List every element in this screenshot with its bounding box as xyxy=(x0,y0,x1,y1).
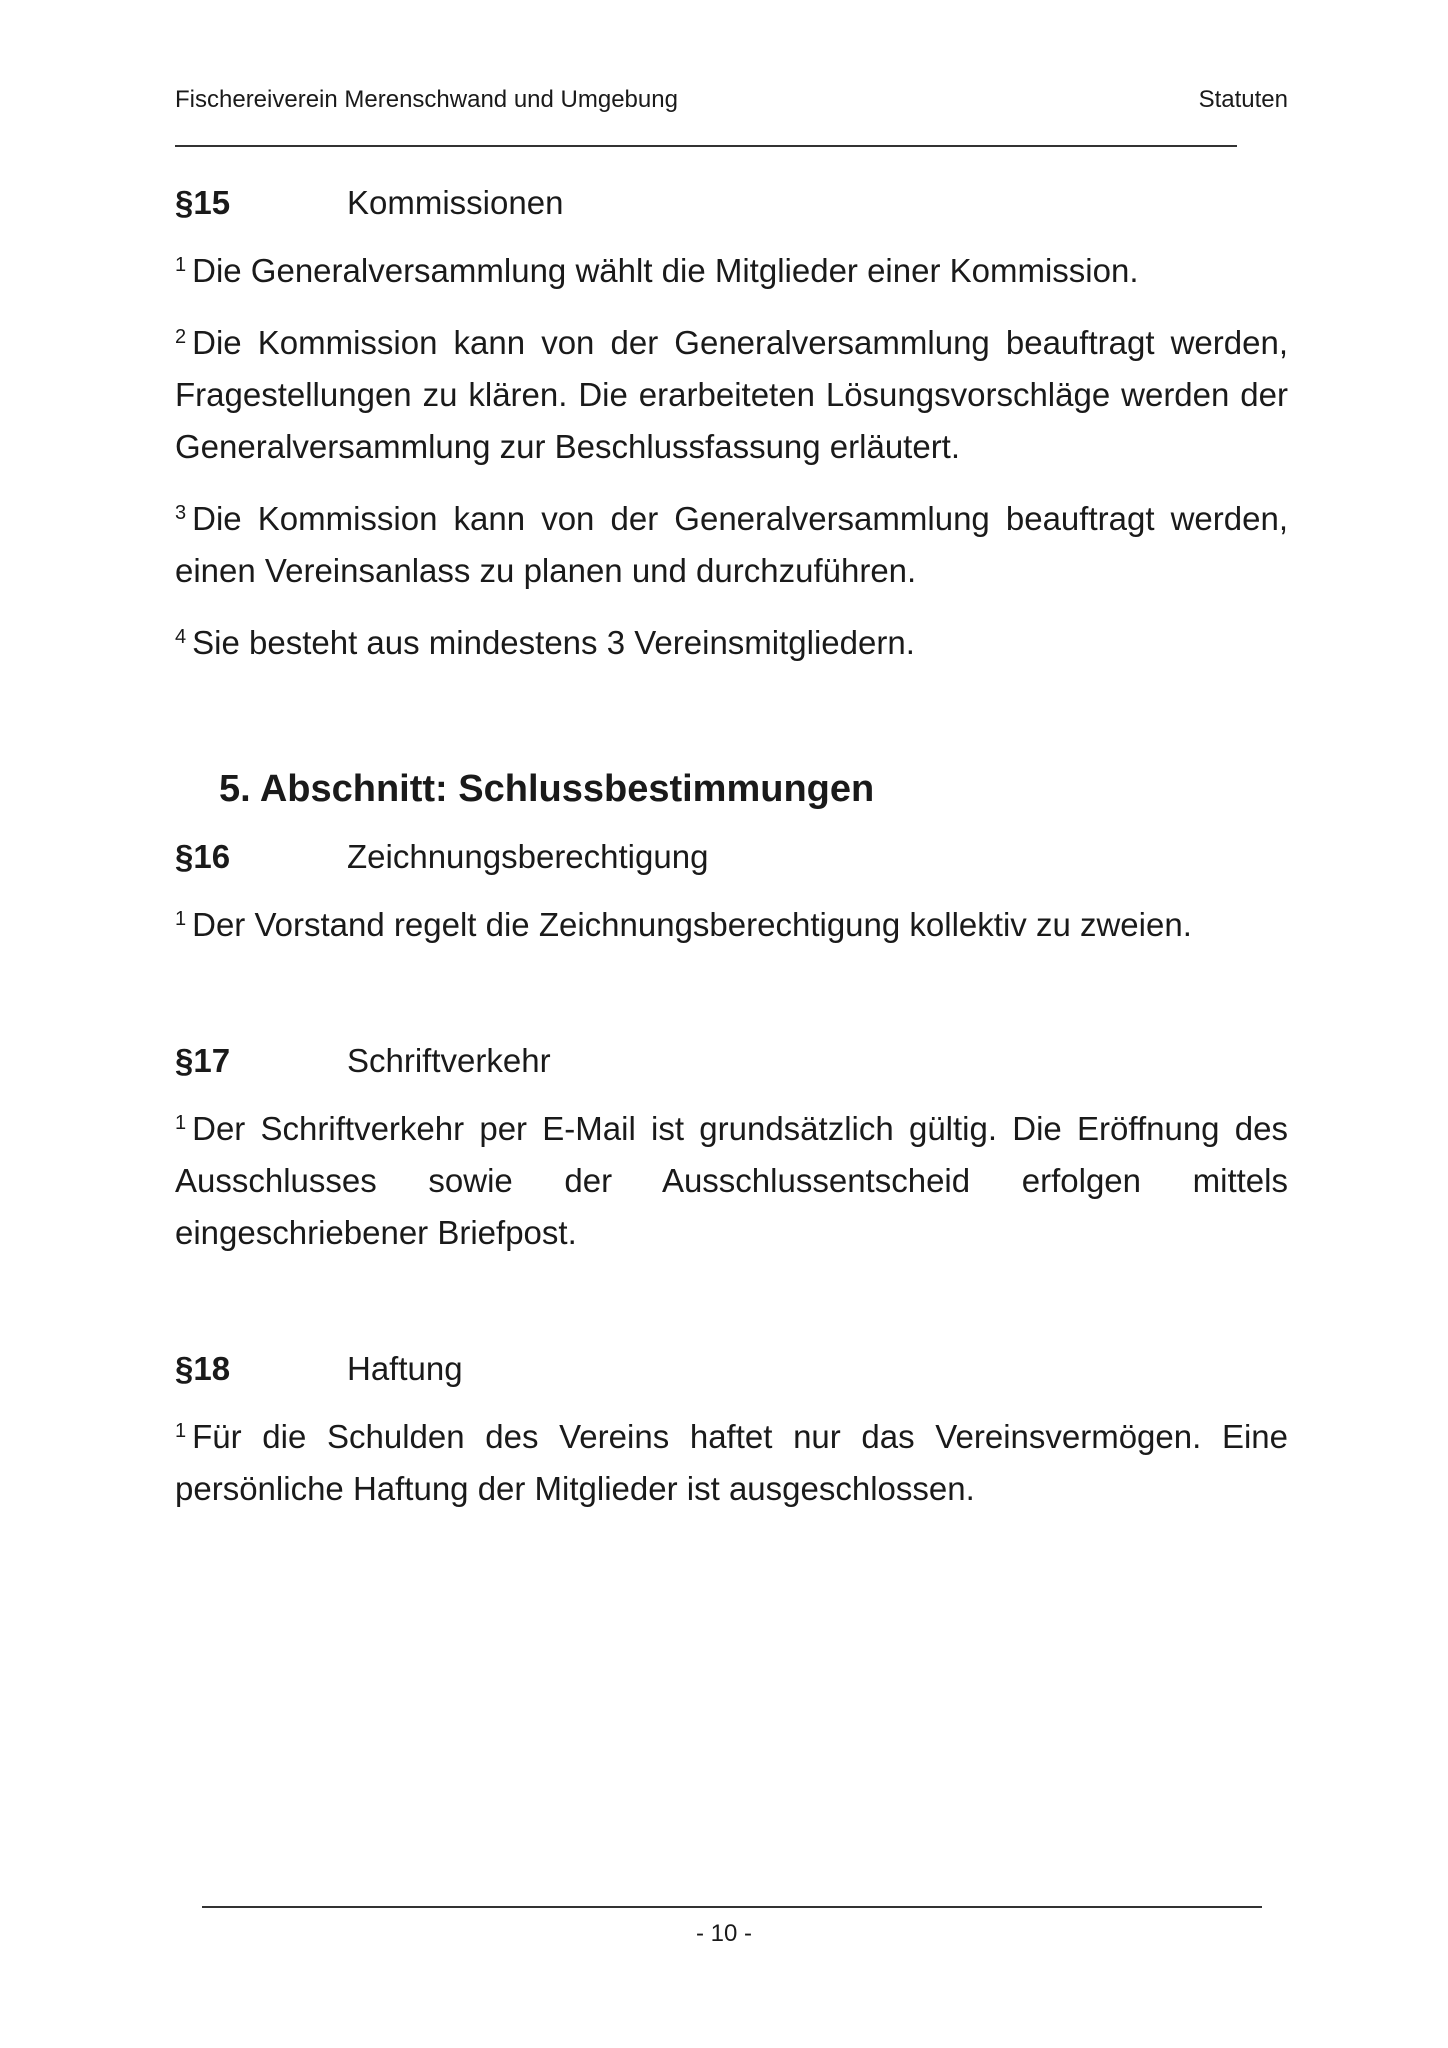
footer-divider xyxy=(202,1906,1262,1908)
header-divider xyxy=(175,145,1237,147)
paragraph-number: 4 xyxy=(175,626,187,648)
section-number: §16 xyxy=(175,838,231,875)
paragraph-number: 1 xyxy=(175,254,187,276)
paragraph xyxy=(175,493,1288,597)
paragraph-text: Die Kommission kann von der Generalversammlung beauftragt werden, einen Vereinsanlass zu planen und durchzuführen. xyxy=(175,500,1288,589)
section-18-heading xyxy=(175,1343,1288,1395)
paragraph-number: 3 xyxy=(175,502,187,524)
section-title: Zeichnungsberechtigung xyxy=(347,838,709,875)
paragraph xyxy=(175,317,1288,473)
paragraph xyxy=(175,617,1288,669)
section-title: Kommissionen xyxy=(347,184,564,221)
paragraph-text: Der Schriftverkehr per E-Mail ist grundsätzlich gültig. Die Eröffnung des Ausschlusses sowie der Ausschlussentscheid erfolgen mittels eingeschriebener Briefpost. xyxy=(175,1110,1288,1251)
document-body xyxy=(175,165,1288,1535)
page-header xyxy=(175,86,1288,126)
section-17-heading xyxy=(175,1035,1288,1087)
paragraph-text: Die Generalversammlung wählt die Mitglieder einer Kommission. xyxy=(192,252,1139,289)
paragraph xyxy=(175,245,1288,297)
paragraph xyxy=(175,1411,1288,1515)
header-document-type: Statuten xyxy=(1198,86,1288,113)
paragraph-number: 1 xyxy=(175,908,187,930)
spacer xyxy=(175,971,1288,1023)
paragraph xyxy=(175,1103,1288,1259)
section-15-heading xyxy=(175,177,1288,229)
section-16-heading xyxy=(175,831,1288,883)
section-number: §17 xyxy=(175,1042,231,1079)
paragraph-text: Die Kommission kann von der Generalversammlung beauftragt werden, Fragestellungen zu klären. Die erarbeiteten Lösungsvorschläge werden der Generalversammlung zur Beschlussfassung erläutert. xyxy=(175,324,1288,465)
section-title: Schriftverkehr xyxy=(347,1042,551,1079)
paragraph-number: 1 xyxy=(175,1112,187,1134)
section-title: Haftung xyxy=(347,1350,463,1387)
paragraph-text: Sie besteht aus mindestens 3 Vereinsmitgliedern. xyxy=(192,624,915,661)
paragraph-number: 1 xyxy=(175,1420,187,1442)
paragraph xyxy=(175,899,1288,951)
paragraph-number: 2 xyxy=(175,326,187,348)
spacer xyxy=(175,1279,1288,1331)
paragraph-text: Für die Schulden des Vereins haftet nur das Vereinsvermögen. Eine persönliche Haftung der Mitglieder ist ausgeschlossen. xyxy=(175,1418,1288,1507)
chapter-heading: 5. Abschnitt: Schlussbestimmungen xyxy=(219,768,875,810)
paragraph-text: Der Vorstand regelt die Zeichnungsberechtigung kollektiv zu zweien. xyxy=(192,906,1192,943)
header-organization-name: Fischereiverein Merenschwand und Umgebung xyxy=(175,86,678,113)
section-number: §18 xyxy=(175,1350,231,1387)
section-number: §15 xyxy=(175,184,231,221)
page-number: - 10 - xyxy=(695,1920,752,1947)
